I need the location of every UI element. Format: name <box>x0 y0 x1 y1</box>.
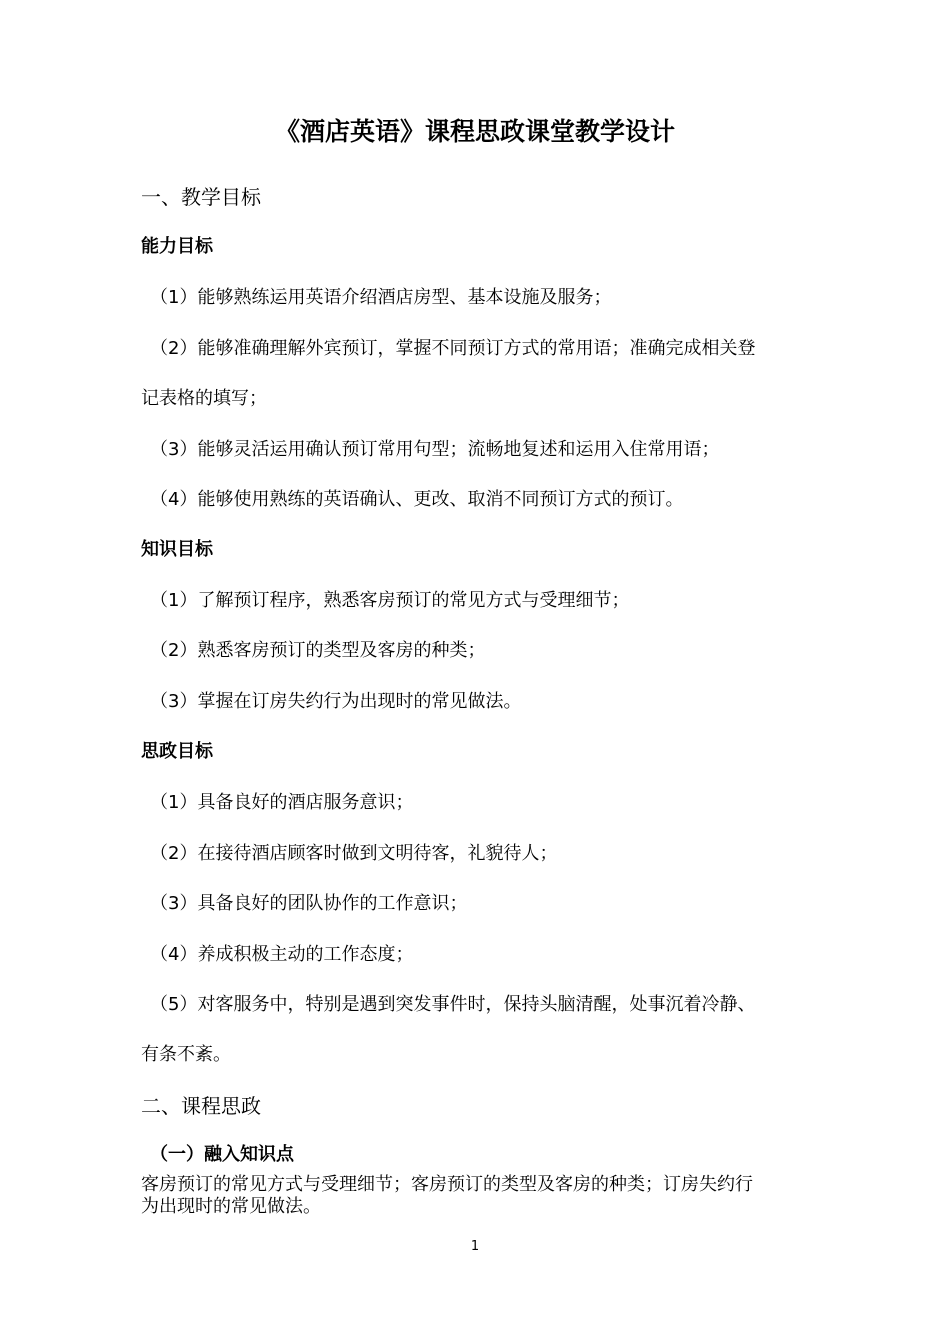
ideology-item-1: （1）具备良好的酒店服务意识； <box>150 792 414 813</box>
ideology-item-3: （3）具备良好的团队协作的工作意识； <box>150 893 468 914</box>
page-number: 1 <box>470 1239 480 1254</box>
ability-item-3: （3）能够灵活运用确认预订常用句型；流畅地复述和运用入住常用语； <box>150 439 720 460</box>
section-heading-teaching-goals: 一、教学目标 <box>141 185 261 209</box>
knowledge-item-3: （3）掌握在订房失约行为出现时的常见做法。 <box>150 691 522 712</box>
heading-knowledge-goals: 知识目标 <box>141 539 213 560</box>
ideology-item-4: （4）养成积极主动的工作态度； <box>150 944 414 965</box>
heading-ability-goals: 能力目标 <box>141 236 213 257</box>
ideology-item-5: （5）对客服务中，特别是遇到突发事件时，保持头脑清醒，处事沉着冷静、 <box>150 994 756 1015</box>
ability-item-4: （4）能够使用熟练的英语确认、更改、取消不同预订方式的预订。 <box>150 489 684 510</box>
ideology-item-2: （2）在接待酒店顾客时做到文明待客，礼貌待人； <box>150 843 558 864</box>
subheading-integrated-knowledge: （一）融入知识点 <box>150 1144 294 1165</box>
ability-item-1: （1）能够熟练运用英语介绍酒店房型、基本设施及服务； <box>150 287 612 308</box>
document-title: 《酒店英语》课程思政课堂教学设计 <box>274 117 675 146</box>
ability-item-2-continued: 记表格的填写； <box>141 388 267 409</box>
ideology-item-5-continued: 有条不紊。 <box>141 1044 231 1065</box>
knowledge-item-2: （2）熟悉客房预订的类型及客房的种类； <box>150 640 486 661</box>
ability-item-2: （2）能够准确理解外宾预订，掌握不同预订方式的常用语；准确完成相关登 <box>150 338 756 359</box>
heading-ideology-goals: 思政目标 <box>141 741 213 762</box>
body-line-1: 客房预订的常见方式与受理细节；客房预订的类型及客房的种类；订房失约行 <box>141 1174 753 1195</box>
section-heading-course-ideology: 二、课程思政 <box>141 1094 261 1118</box>
knowledge-item-1: （1）了解预订程序，熟悉客房预订的常见方式与受理细节； <box>150 590 630 611</box>
body-line-2: 为出现时的常见做法。 <box>141 1196 321 1217</box>
